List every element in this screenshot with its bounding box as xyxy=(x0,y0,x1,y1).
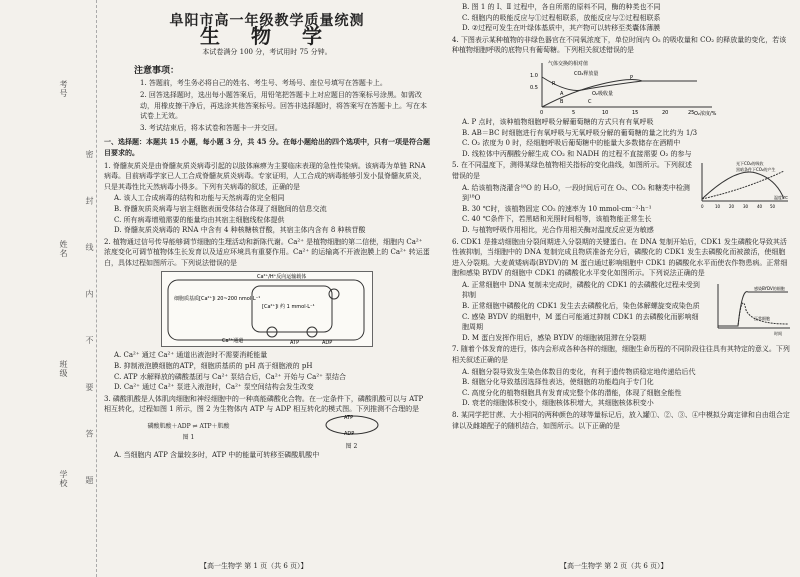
xtick: 20 xyxy=(729,204,735,210)
temperature-chart xyxy=(696,159,792,211)
xtick: 0 xyxy=(701,204,704,210)
cycle-adp-label: ADP xyxy=(343,431,354,438)
option: C. 细胞内的吸能反应与①过程相联系，放能反应与②过程相联系 xyxy=(462,13,661,22)
atp-cycle-diagram xyxy=(317,413,387,437)
q5-text xyxy=(452,159,692,235)
fig1-equation: 磷酸肌酸＋ADP ⇌ ATP＋肌酸 xyxy=(147,423,230,431)
atp-figures xyxy=(104,416,430,450)
option: B. 图 1 的 Ⅰ、Ⅱ 过程中，各自所需的原料不同，酶的种类也不同 xyxy=(462,3,661,11)
footer-right: 【高一生物学 第 2 页（共 6 页）】 xyxy=(560,562,668,570)
q5-block xyxy=(452,159,792,235)
xtick: 0 xyxy=(540,109,544,116)
kaohao-label: 考号 xyxy=(59,80,68,98)
vacuole-conc-label: [Ca²⁺]i 约 1 mmol·L⁻¹ xyxy=(262,304,315,311)
question-3: 3. 磷酸肌酸是人体肌肉细胞和神经细胞中的一种高能磷酸化合物。在一定条件下，磷酸肌酸可以与 ATP 相互转化，过程如图 1 所示，图 2 为生物体内 ATP 与 ADP 相互转化的模式图。下列推测不合理的是 xyxy=(104,394,424,414)
option: B. 抑制液泡膜细胞的ATP，细胞质基质的 pH 高于细胞液的 pH xyxy=(114,362,313,371)
bydv-line xyxy=(718,291,788,325)
xtick: 10 xyxy=(602,109,609,116)
left-column xyxy=(104,0,430,461)
option: A. Ca²⁺ 通过 Ca²⁺ 通道出液泡时不需要消耗能量 xyxy=(114,351,268,360)
o2-label: O₂吸收量 xyxy=(592,90,613,97)
legend-light: 光下CO₂的吸收 xyxy=(736,161,764,167)
option: D. Ca²⁺ 通过 Ca²⁺ 泵进入液泡时，Ca²⁺ 泵空间结构会发生改变 xyxy=(114,383,314,392)
adp-label: ADP xyxy=(322,340,333,347)
notice-item: 3. 考试结束后，将本试卷和答题卡一并交回。 xyxy=(140,123,282,132)
question-5: 5. 在不同温度下，测得某绿色植物相关指标的变化曲线，如图所示。下列叙述错误的是 xyxy=(452,161,692,180)
class-label: 班级 xyxy=(59,360,68,378)
ytick: 0.5 xyxy=(530,84,538,91)
option: B. 脊髓灰质炎病毒与宿主细胞表面受体结合体现了细胞间的信息交流 xyxy=(114,204,327,213)
point-label: R xyxy=(552,80,556,87)
legend-normal: 正常细胞 xyxy=(754,315,770,321)
notice-item: 2. 回答选择题时，选出每小题答案后，用铅笔把答题卡上对应题目的答案标号涂黑。如需改动，用橡皮擦干净后，再选涂其他答案标号。回答非选择题时，将答案写在答题卡上。写在本试卷上无效。 xyxy=(140,90,427,121)
channel-label: Ca²⁺通道 xyxy=(222,338,244,345)
option: C. ATP 水解释放的磷酸基团与 Ca²⁺ 泵结合后，Ca²⁺ 开始与 Ca²⁺ 泵结合 xyxy=(114,372,347,381)
normal-line xyxy=(718,303,788,326)
figure-2 xyxy=(317,413,387,452)
name-label: 姓名 xyxy=(59,240,68,258)
respiration-chart xyxy=(512,57,732,117)
option: C. 所有病毒增殖需要的能量均由其宿主细胞线粒体提供 xyxy=(114,215,285,224)
dark-release-line xyxy=(702,171,784,199)
xtick: 25 xyxy=(688,109,695,116)
figure-1 xyxy=(147,422,229,443)
ytick: 1.0 xyxy=(530,72,538,79)
option: A. 当细胞内 ATP 含量较多时，ATP 中的能量可转移至磷酸肌酸中 xyxy=(114,451,320,460)
option: D. ②过程可发生在叶绿体基质中，其产物可以转移至类囊体薄膜 xyxy=(462,24,661,33)
notice-item: 1. 答题前，考生务必将自己的姓名、考生号、考场号、座位号填写在答题卡上。 xyxy=(140,79,387,88)
question-8: 8. 某同学把甘蔗、大小相同的两种颜色的球等量标记后，放入罐①、②、③、④中模拟分离定律和自由组合定律以及雌雄配子的随机结合，如图所示。以下正确的是 xyxy=(452,411,790,430)
co2-label: CO₂释放量 xyxy=(574,70,599,77)
legend-bydv: 感染BYDV的细胞 xyxy=(754,285,785,291)
footer-left: 【高一生物学 第 1 页（共 6 页）】 xyxy=(200,562,308,570)
question-4: 4. 下图表示某种植物的非绿色器官在不同氧浓度下，单位时间内 O₂ 的吸收量和 CO₂ 的释放量的变化，若该种植物细胞呼吸的底物只有葡萄糖。下列相关叙述错误的是 xyxy=(452,35,787,55)
xtick: 5 xyxy=(572,109,576,116)
option: B. AB＝BC 时细胞进行有氧呼吸与无氧呼吸分解的葡萄糖的量之比约为 1/3 xyxy=(462,128,698,137)
option: C. O₂ 浓度为 0 时，经细胞呼吸后葡萄糖中的能量大多数储存在酒精中 xyxy=(462,139,681,148)
question-6: 6. CDK1 是推动细胞由分裂间期进入分裂期的关键蛋白。在 DNA 复制开始后，CDK1 发生磷酸化导致其活性被抑制，当细胞中的 DNA 复制完成且物质准备充分后，磷酸化的 CDK1 发生去磷酸化而被激活，使细胞进入分裂期。大麦黄矮病毒(BYDV)的 M 蛋白通过影响细胞中 CDK1 的磷酸化水平而使农作物患病。正常细胞和感染 BYDV 的细胞中 CDK1 的磷酸化水平变化如图所示。下列说法正确的是 xyxy=(452,237,788,278)
cdk1-chart xyxy=(708,280,792,336)
point-label: C xyxy=(588,98,592,105)
exam-title: 阜阳市高一年级教学质量统测 xyxy=(169,13,365,29)
point-label: A xyxy=(560,90,564,97)
cytosol-conc-label: 细胞质基质[Ca²⁺]i 20~200 nmol·L⁻¹ xyxy=(174,296,261,303)
option: A. 细胞分裂导致发生染色体数目的变化，有利于遗传物质稳定地传递给后代 xyxy=(462,367,696,376)
exam-info: 本试卷满分 100 分，考试用时 75 分钟。 xyxy=(202,48,332,57)
calcium-transport-figure xyxy=(161,271,373,347)
option: C. 40 ℃条件下，若黑暗和光照时间相等，该植物能正常生长 xyxy=(462,215,652,224)
option: C. 感染 BYDV 的细胞中，M 蛋白可能通过抑制 CDK1 的去磷酸化而影响细胞周期 xyxy=(462,312,699,332)
option: C. 高度分化的植物细胞具有发育成完整个体的潜能，体现了细胞全能性 xyxy=(462,388,682,397)
x-axis-label: 温度/℃ xyxy=(774,195,788,201)
option: B. 正常细胞中磷酸化的 CDK1 发生去去磷酸化后，染色体解螺旋变成染色质 xyxy=(462,302,700,311)
legend-dark: 黑暗条件下CO₂的产生 xyxy=(736,167,776,173)
x-axis-label: 时间 xyxy=(774,330,782,336)
vacuole-diagram xyxy=(162,272,372,346)
question-1: 1. 脊髓灰质炎是由脊髓灰质炎病毒引起的以肢体麻痹为主要临床表现的急性传染病。该病毒为单链 RNA 病毒。目前病毒学家已人工合成脊髓灰质炎病毒。专家证明，人工合成的病毒能够引发小鼠脊髓灰质炎，只是其毒性比天然病毒小得多。下列有关病毒的叙述，正确的是 xyxy=(104,161,426,191)
option: D. M 蛋白发挥作用后，感染 BYDV 的细胞被阻滞在分裂期 xyxy=(462,333,646,342)
antiporter-label: Ca²⁺/H⁺反向运输载体 xyxy=(257,274,307,281)
point-label: P xyxy=(630,74,634,81)
option: B. 30 ℃时，该植物固定 CO₂ 的速率为 10 mmol·cm⁻²·h⁻¹ xyxy=(462,204,652,213)
fig2-label: 图 2 xyxy=(345,443,358,451)
binding-margin xyxy=(0,0,97,577)
option: B. 细胞分化导致基因选择性表达，使细胞的功能趋向于专门化 xyxy=(462,378,654,387)
point-label: B xyxy=(560,98,564,105)
cycle-atp-label: ATP xyxy=(343,415,353,422)
option: A. 正常细胞中 DNA 复制未完成时，磷酸化的 CDK1 的去磷酸化过程未受到抑制 xyxy=(462,280,700,300)
xtick: 30 xyxy=(743,204,749,210)
notice-heading: 注意事项： xyxy=(134,65,180,76)
xtick: 50 xyxy=(770,204,776,210)
option: A. 该人工合成病毒的结构和功能与天然病毒的完全相同 xyxy=(114,194,285,203)
co2-line xyxy=(542,74,697,90)
option: D. 脊髓灰质炎病毒的 RNA 中含有 4 种核糖核苷酸，其宿主体内含有 8 种核苷酸 xyxy=(114,226,366,235)
school-label: 学校 xyxy=(59,470,68,488)
xtick: 15 xyxy=(632,109,639,116)
atp-label: ATP xyxy=(290,340,300,347)
section-heading: 一、选择题：本题共 15 小题，每小题 3 分，共 45 分。在每小题给出的四个选项中，只有一项是符合题目要求的。 xyxy=(104,137,430,157)
option: D. 衰老的细胞体积变小，细胞核体积增大，其细胞核体积变小 xyxy=(462,399,654,408)
q6-block xyxy=(452,280,792,344)
option: A. P 点时，该种植物细胞呼吸分解葡萄糖的方式只有有氧呼吸 xyxy=(462,117,654,126)
notice-block xyxy=(104,66,430,134)
right-column xyxy=(452,0,792,432)
q6-options xyxy=(452,280,704,344)
fig1-label: 图 1 xyxy=(182,434,195,442)
option: A. 给该植物浇灌含¹⁸O 的 H₂O，一段时间后可在 O₂、CO₂ 和糖类中检测到¹⁸O xyxy=(462,183,690,203)
question-2: 2. 植物通过信号传导能够调节细胞的生理活动和新陈代谢。Ca²⁺ 是植物细胞的第二信使，细胞内 Ca²⁺ 浓度变化可调节植物体生长发育以及适应环境具有重要作用。Ca²⁺ 的运输离不开液泡膜上的 Ca²⁺ 转运蛋白，具体过程如图所示。下列说法错误的是 xyxy=(104,237,430,267)
antiporter-icon xyxy=(329,289,339,299)
xtick: 10 xyxy=(715,204,721,210)
question-7: 7. 随着个体发育的进行，体内会形成各种各样的细胞，细胞生命历程的不同阶段往往具有其特定的意义。下列相关叙述正确的是 xyxy=(452,345,790,365)
option: D. 线粒体中丙酮酸分解生成 CO₂ 和 NADH 的过程不直接需要 O₂ 的参与 xyxy=(462,149,692,158)
xtick: 40 xyxy=(757,204,763,210)
seal-line: 密 封 线 内 不 要 答 题 xyxy=(85,150,94,502)
option: D. 与植物呼吸作用相比，光合作用相关酶对温度反应更为敏感 xyxy=(462,225,654,234)
x-axis-label: O₂浓度/% xyxy=(694,110,717,117)
subject-title: 生 物 学 xyxy=(200,23,334,48)
xtick: 20 xyxy=(662,109,669,116)
y-axis-label: 气体交换的相对值 xyxy=(548,60,589,67)
